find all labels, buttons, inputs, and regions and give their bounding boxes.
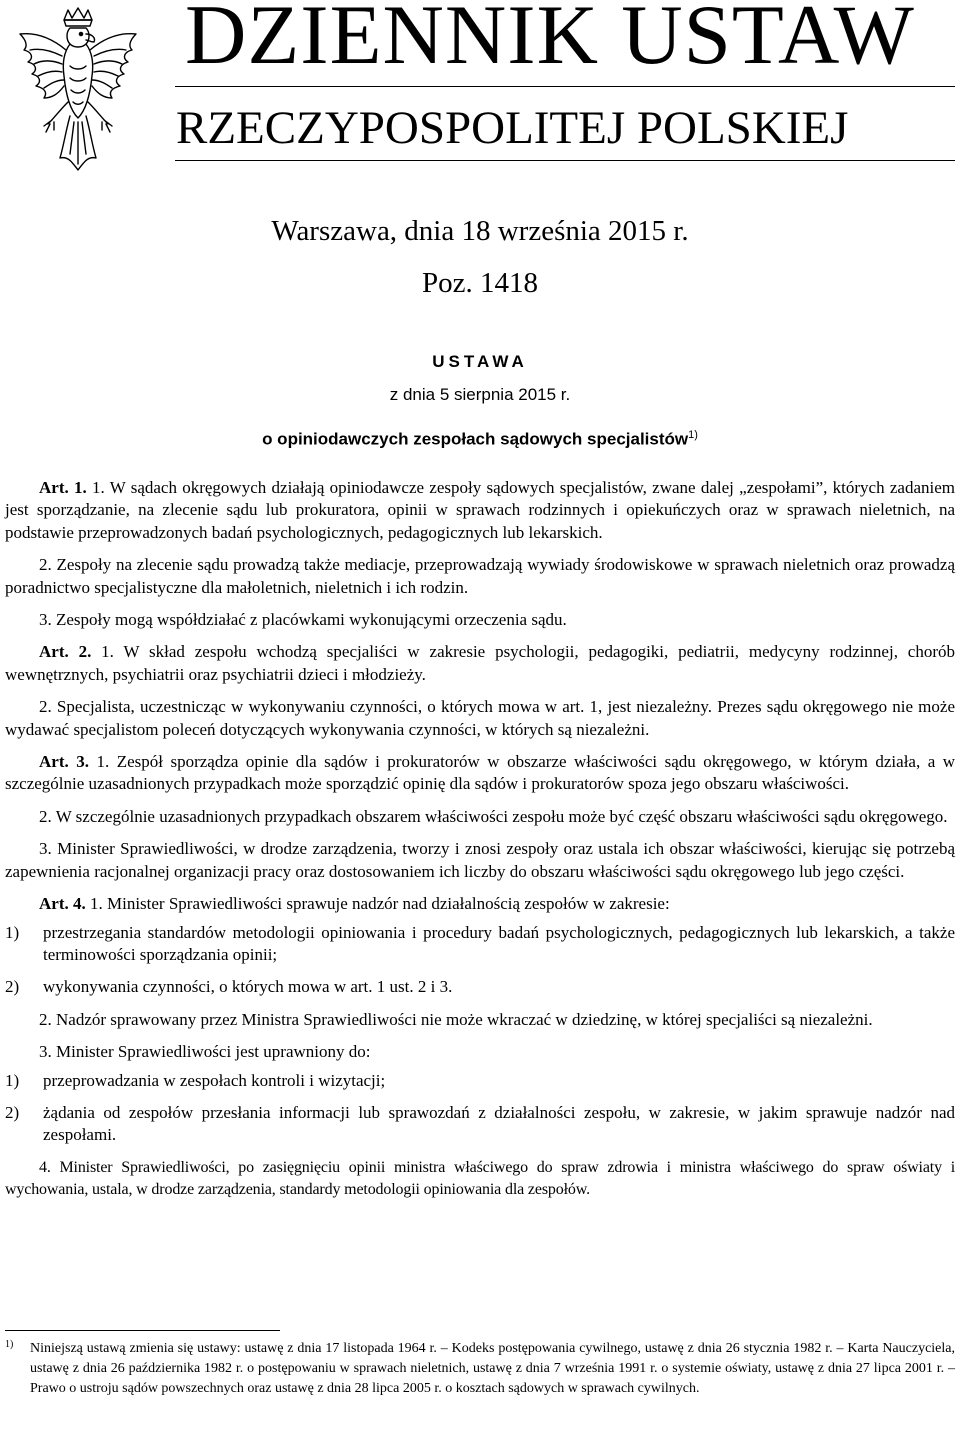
minister-powers-list	[5, 1070, 955, 1147]
article-2-label: Art. 2.	[39, 642, 92, 662]
article-3-paragraph-1	[5, 751, 955, 796]
article-4-paragraph-3: 3. Minister Sprawiedliwości jest uprawniony do:	[39, 1042, 371, 1062]
publication-date: Warszawa, dnia 18 września 2015 r.	[271, 215, 689, 247]
article-3-paragraph-3: 3. Minister Sprawiedliwości, w drodze zarządzenia, tworzy i znosi zespoły oraz ustala ich obszar właściwości, kierując się potrzebą zapewnienia racjonalnej organizacji pracy oraz dostosowaniem ich liczby do obszaru właściwości sądu okręgowego lub jego części.	[5, 839, 955, 881]
list-item-text: żądania od zespołów przesłania informacji lub sprawozdań z działalności zespołu, w zakresie, w jakim sprawuje nadzór nad zespołami.	[43, 1102, 955, 1145]
position-number: Poz. 1418	[422, 267, 538, 299]
paragraph-text: 1. W skład zespołu wchodzą specjaliści w zakresie psychologii, pedagogiki, pediatrii, medycyny rodzinnej, chorób wewnętrznych, psychiatrii oraz psychiatrii dzieci i młodzieży.	[5, 642, 956, 684]
paragraph-text: 1. W sądach okręgowych działają opiniodawcze zespoły sądowych specjalistów, zwane dalej „zespołami”, których zadaniem jest sporządzanie, na zlecenie sądu lub prokuratora, opinii w sprawach rodzinnych i opiekuńczych oraz w sprawach nieletnich, na podstawie przeprowadzonych badań psychologicznych, pedagogicznych lub lekarskich.	[5, 478, 955, 542]
list-item-text: przeprowadzania w zespołach kontroli i wizytacji;	[43, 1070, 386, 1090]
footnote-mark: 1)	[5, 1339, 14, 1350]
paragraph-text: 1. Minister Sprawiedliwości sprawuje nadzór nad działalnością zespołów w zakresie:	[85, 894, 670, 914]
article-2-paragraph-2: 2. Specjalista, uczestnicząc w wykonywaniu czynności, o których mowa w art. 1, jest niezależny. Prezes sądu okręgowego nie może wydawać specjalistom poleceń dotyczących wykonywania czynności, w których są niezależni.	[5, 697, 955, 739]
article-3-label: Art. 3.	[39, 752, 89, 772]
article-4-paragraph-1	[5, 893, 955, 915]
act-type: USTAWA	[432, 352, 528, 371]
article-4-paragraph-4: 4. Minister Sprawiedliwości, po zasięgnięciu opinii ministra właściwego do spraw zdrowia i ministra właściwego do spraw oświaty i wychowania, ustala, w drodze zarządzenia, standardy metodologii opiniowania dla zespołów.	[5, 1158, 955, 1199]
journal-subtitle: RZECZYPOSPOLITEJ POLSKIEJ	[176, 102, 849, 154]
list-item-number: 2)	[5, 1102, 20, 1122]
article-1-label: Art. 1.	[39, 478, 87, 497]
article-1-paragraph-2: 2. Zespoły na zlecenie sądu prowadzą także mediacje, przeprowadzają wywiady środowiskowe w sprawach nieletnich oraz prowadzą poradnictwo specjalistyczne dla małoletnich, nieletnich i ich rodzin.	[5, 555, 955, 597]
list-item-number: 1)	[5, 1070, 20, 1090]
act-title	[0, 429, 960, 450]
list-item	[5, 1102, 955, 1147]
paragraph-text: 1. Zespół sporządza opinie dla sądów i prokuratorów w obszarze właściwości sądu okręgowego, w którym działa, a w szczególnie uzasadnionych przypadkach może sporządzić opinię dla sądów i prokuratorów spoza jego obszaru właściwości.	[5, 752, 956, 794]
footnote	[5, 1339, 955, 1399]
list-item	[5, 976, 955, 998]
footnote-text: Niniejszą ustawą zmienia się ustawy: ustawę z dnia 17 listopada 1964 r. – Kodeks postępowania cywilnego, ustawę z dnia 26 stycznia 1982 r. – Karta Nauczyciela, ustawę z dnia 26 października 1982 r. o postępowaniu w sprawach nieletnich, ustawę z dnia 7 września 1991 r. o systemie oświaty, ustawę z dnia 27 lipca 2001 r. – Prawo o ustroju sądów powszechnych oraz ustawę z dnia 28 lipca 2005 r. o kosztach sądowych w sprawach cywilnych.	[30, 1341, 955, 1396]
header-rule-top	[175, 86, 955, 87]
list-item-number: 1)	[5, 922, 20, 942]
article-2-paragraph-1	[5, 641, 955, 686]
article-1-paragraph-1	[5, 477, 955, 544]
act-date: z dnia 5 sierpnia 2015 r.	[389, 385, 571, 404]
article-4-label: Art. 4.	[39, 894, 86, 914]
article-3-paragraph-2: 2. W szczególnie uzasadnionych przypadkach obszarem właściwości zespołu może być część obszaru właściwości sądu okręgowego.	[39, 806, 948, 826]
article-4-paragraph-2: 2. Nadzór sprawowany przez Ministra Sprawiedliwości nie może wkraczać w dziedzinę, w której specjaliści są niezależni.	[39, 1009, 873, 1029]
list-item-text: wykonywania czynności, o których mowa w art. 1 ust. 2 i 3.	[43, 977, 453, 997]
journal-title: DZIENNIK USTAW	[185, 0, 915, 82]
list-item	[5, 922, 955, 967]
supervision-scope-list	[5, 922, 955, 999]
list-item-text: przestrzegania standardów metodologii opiniowania i procedury badań psychologicznych, pedagogicznych lub lekarskich, a także terminowości sporządzania opinii;	[43, 922, 955, 964]
list-item-number: 2)	[5, 977, 20, 997]
list-item	[5, 1070, 955, 1092]
act-title-text: o opiniodawczych zespołach sądowych specjalistów	[262, 429, 689, 449]
footnote-separator	[5, 1330, 280, 1331]
article-1-paragraph-3: 3. Zespoły mogą współdziałać z placówkami wykonującymi orzeczenia sądu.	[39, 610, 567, 630]
act-body	[5, 477, 955, 1212]
header-rule-bottom	[175, 160, 955, 161]
footnote-reference[interactable]: 1)	[688, 429, 698, 441]
polish-white-eagle-emblem-icon	[8, 6, 148, 174]
